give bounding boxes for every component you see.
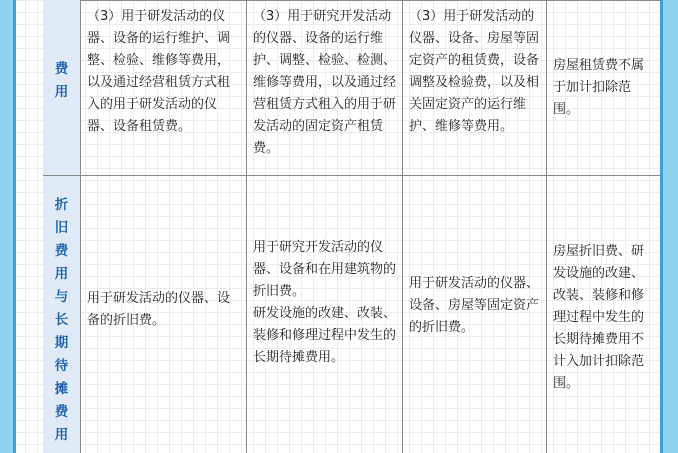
cell-text: 用于研究开发活动的仪器、设备和在用建筑物的折旧费。 研发设施的改建、改装、装修和修理过程中发生的长期待摊费用。 xyxy=(253,239,397,365)
table-cell xyxy=(547,0,660,176)
table-cell xyxy=(403,176,547,453)
cell-text: 房屋折旧费、研发设施的改建、改装、装修和修理过程中发生的长期待摊费用不计入加计扣除范围。 xyxy=(553,243,645,391)
cell-text: （3）用于研发活动的仪器、设备的运行维护、调整、检验、维修等费用，以及通过经营租赁方式租入的用于研发活动的仪器、设备租赁费。 xyxy=(87,9,231,134)
category-label: 折旧费用与长期待摊费用 xyxy=(54,197,69,443)
row-category-depreciation xyxy=(43,176,81,453)
table-cell xyxy=(247,176,403,453)
cell-text: 用于研发活动的仪器、设备的折旧费。 xyxy=(87,290,231,328)
table-cell xyxy=(247,0,403,176)
row-category-fees xyxy=(43,0,81,176)
table-cell xyxy=(403,0,547,176)
table-cell xyxy=(81,0,247,176)
cell-text: （3）用于研究开发活动的仪器、设备的运行维护、调整、检验、检测、维修等费用，以及通过经营租赁方式租入的用于研发活动的固定资产租赁费。 xyxy=(253,9,397,156)
category-label: 费用 xyxy=(54,60,69,100)
cell-text: 房屋租赁费不属于加计扣除范围。 xyxy=(553,57,645,117)
cell-text: 用于研发活动的仪器、设备、房屋等固定资产的折旧费。 xyxy=(409,275,540,335)
table-cell xyxy=(547,176,660,453)
cell-text: （3）用于研发活动的仪器、设备、房屋等固定资产的租赁费，设备调整及检验费，以及相关固定资产的运行维护、维修等费用。 xyxy=(409,9,540,134)
table-frame xyxy=(13,0,663,453)
table-cell xyxy=(81,176,247,453)
